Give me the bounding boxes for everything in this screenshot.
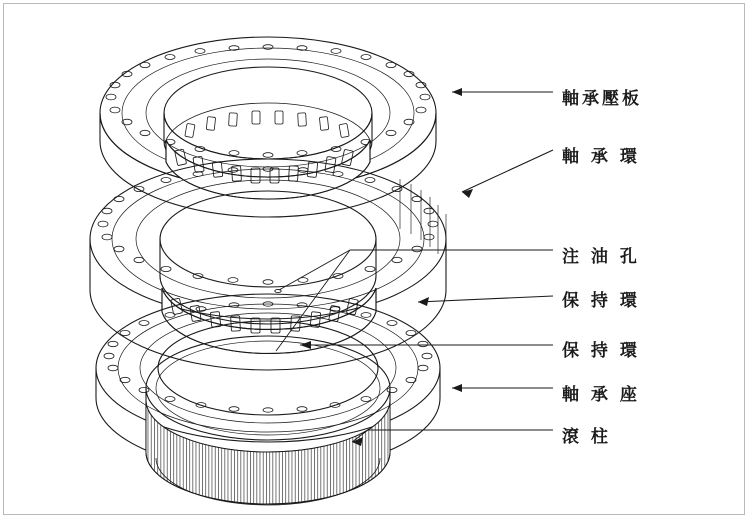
label-retainer-lower: 保 持 環 — [562, 341, 640, 361]
leader-lines — [276, 88, 553, 446]
label-bearing-seat: 軸 承 座 — [562, 385, 640, 405]
label-roller: 滾 柱 — [562, 427, 611, 447]
leader-retainer-upper — [418, 296, 553, 302]
label-retainer-upper: 保 持 環 — [562, 291, 640, 311]
label-pressure-plate: 軸承壓板 — [562, 89, 642, 109]
label-bearing-ring: 軸 承 環 — [562, 147, 640, 167]
leader-bearing-ring — [462, 150, 553, 192]
label-oil-hole: 注 油 孔 — [562, 247, 640, 267]
